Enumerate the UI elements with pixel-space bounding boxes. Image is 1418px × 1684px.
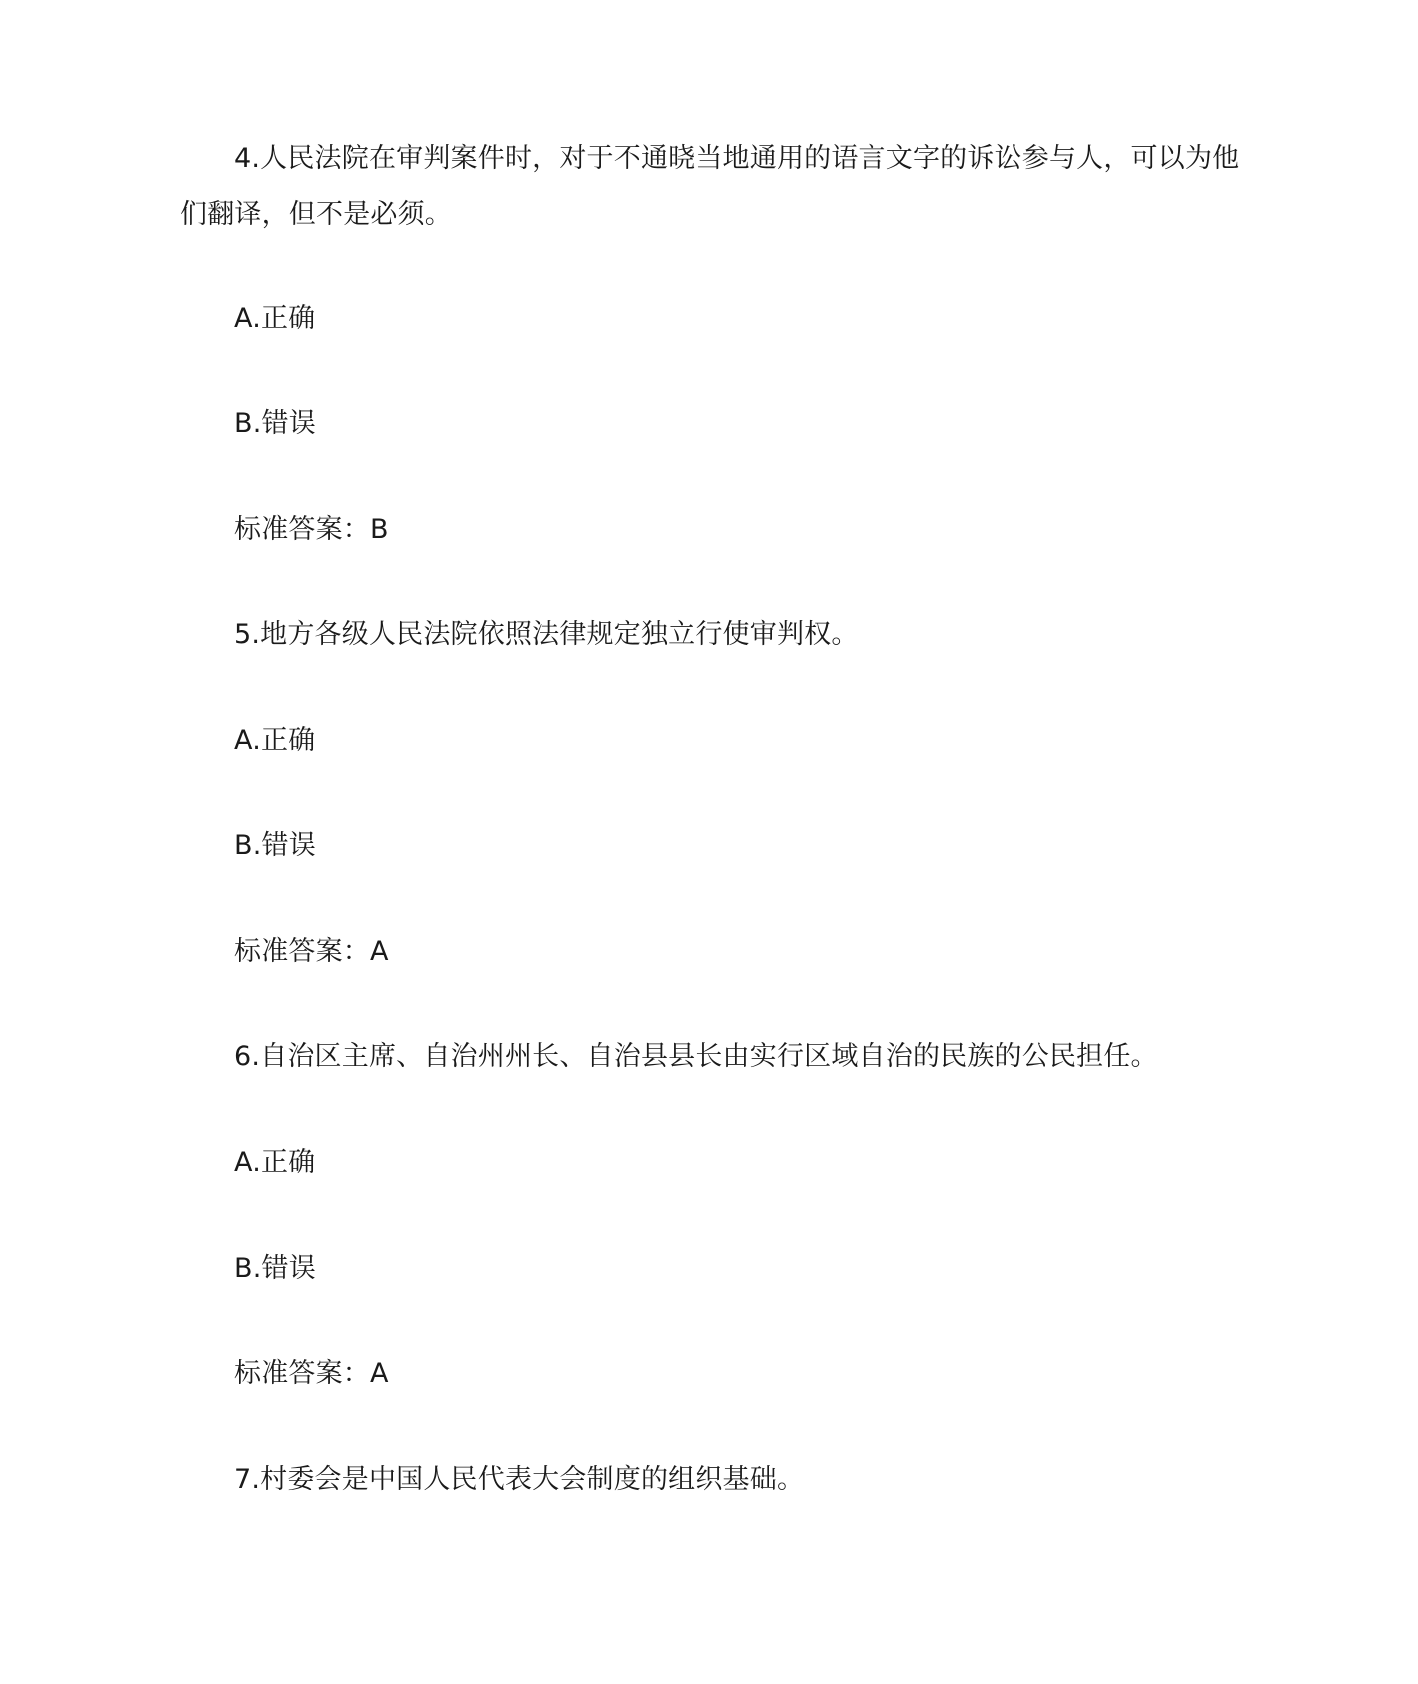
question-5-option-b: B.错误 (234, 830, 316, 861)
question-6-stem: 6.自治区主席、自治州州长、自治县县长由实行区域自治的民族的公民担任。 (234, 1041, 1158, 1072)
question-5-option-a: A.正确 (234, 725, 316, 756)
question-4-option-a: A.正确 (234, 303, 316, 334)
question-5-answer: 标准答案：A (234, 936, 389, 967)
question-4-option-b: B.错误 (234, 408, 316, 439)
question-6-option-b: B.错误 (234, 1253, 316, 1284)
question-6-option-a: A.正确 (234, 1147, 316, 1178)
question-4-stem-line-2: 们翻译，但不是必须。 (180, 199, 452, 230)
question-5-stem: 5.地方各级人民法院依照法律规定独立行使审判权。 (234, 619, 859, 650)
question-4-stem-line-1: 4.人民法院在审判案件时，对于不通晓当地通用的语言文字的诉讼参与人，可以为他 (234, 143, 1240, 174)
question-4-answer: 标准答案：B (234, 514, 389, 545)
question-7-stem: 7.村委会是中国人民代表大会制度的组织基础。 (234, 1464, 805, 1495)
question-6-answer: 标准答案：A (234, 1358, 389, 1389)
